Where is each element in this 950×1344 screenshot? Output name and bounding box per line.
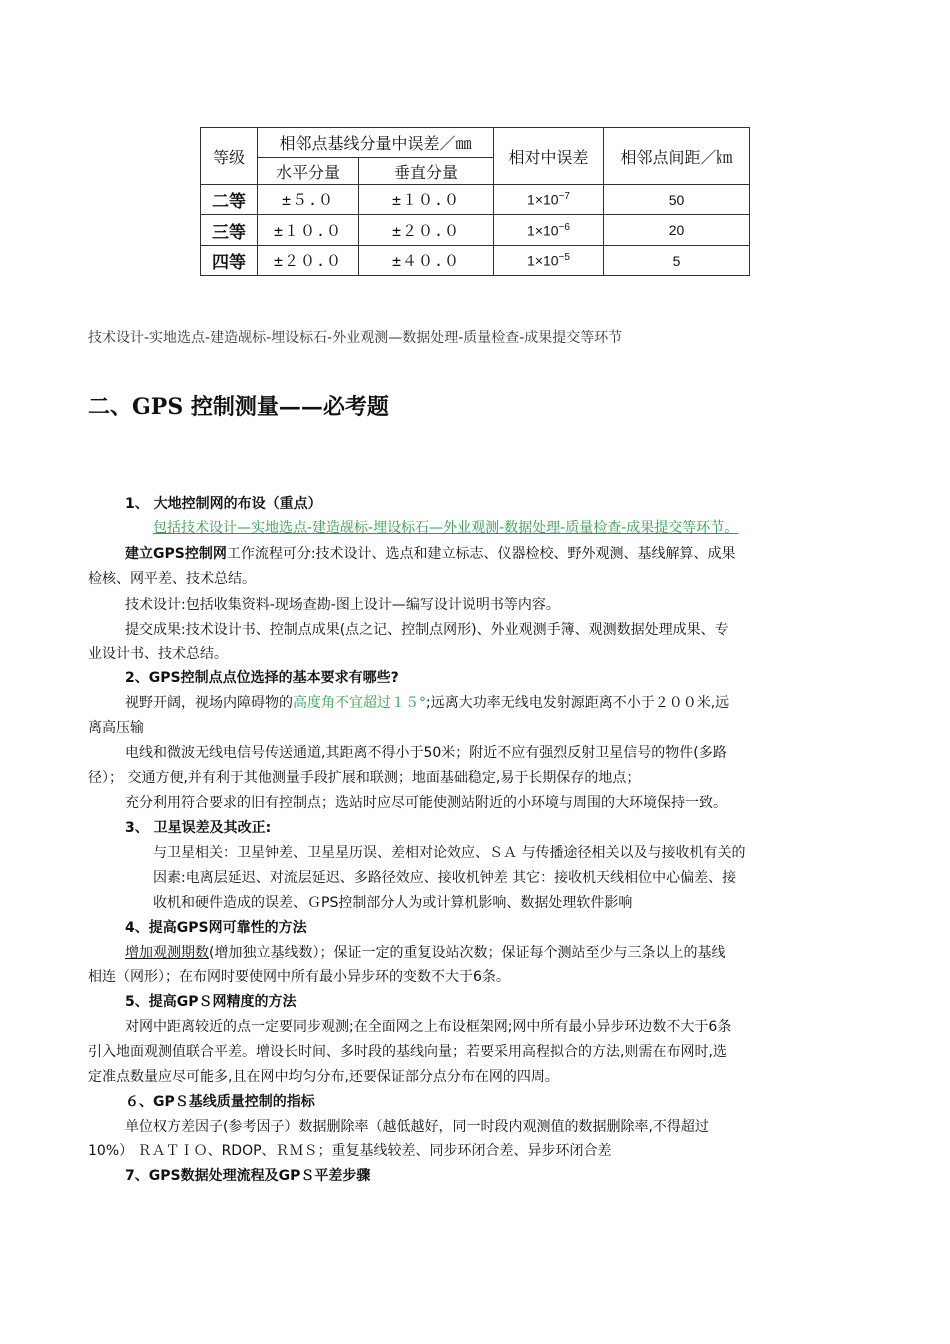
cell-grade: 四等 (201, 246, 258, 276)
cell-horizontal: ±１０.０ (258, 215, 359, 246)
cell-horizontal: ±５.０ (258, 185, 359, 215)
s2-line-4: 径）； 交通方便,并有利于其他测量手段扩展和联测；地面基础稳定,易于长期保存的地点； (88, 770, 641, 786)
s3-line-3: 收机和硬件造成的误差、ＧPS控制部分人为或计算机影响、数据处理软件影响 (153, 895, 633, 911)
s5-line-3: 定准点数量应尽可能多,且在网中均匀分布,还要保证部分点分布在网的四周。 (88, 1069, 559, 1085)
section-heading: 二、GPS 控制测量——必考题 (88, 394, 389, 420)
s2-line-3: 电线和微波无线电信号传送通道,其距离不得小于50米；附近不应有强烈反射卫星信号的物件(多路 (125, 745, 727, 761)
s6-line-2: 10%） ＲＡＴＩＯ、RDOP、ＲＭＳ；重复基线较差、同步环闭合差、异步环闭合差 (88, 1143, 612, 1159)
cell-relative-error: $1\times 10^{-7}$ (494, 185, 604, 215)
cell-horizontal: ±２０.０ (258, 246, 359, 276)
s1-paragraph-3: 提交成果:技术设计书、控制点成果(点之记、控制点网形)、外业观测手簿、观测数据处理成果、专 (125, 622, 729, 638)
s1-paragraph-3-cont: 业设计书、技术总结。 (88, 646, 228, 662)
s6-title: ６、GPＳ基线质量控制的指标 (125, 1094, 315, 1110)
s7-title: 7、GPS数据处理流程及GPＳ平差步骤 (125, 1168, 371, 1184)
s5-line-2: 引入地面观测值联合平差。增设长时间、多时段的基线向量；若要采用高程拟合的方法,则需在布网时,选 (88, 1044, 727, 1060)
header-component-error: 相邻点基线分量中误差／㎜ (258, 128, 494, 158)
accuracy-grade-table (200, 127, 750, 276)
s1-p1-rest: 工作流程可分:技术设计、选点和建立标志、仪器检校、野外观测、基线解算、成果 (226, 546, 736, 562)
table-row (201, 185, 750, 215)
s2-line-1: 视野开阔，视场内障碍物的高度角不宜超过１５°;远离大功率无线电发射源距离不小于２００米,远 (125, 695, 730, 711)
header-distance: 相邻点间距／㎞ (604, 128, 750, 185)
s5-line-1: 对网中距离较近的点一定要同步观测;在全面网之上布设框架网;网中所有最小异步环边数不大于6条 (125, 1019, 732, 1035)
s1-p1-bold: 建立GPS控制网 (125, 546, 227, 562)
cell-vertical: ±１０.０ (359, 185, 494, 215)
s2-line-5: 充分利用符合要求的旧有控制点；选站时应尽可能使测站附近的小环境与周围的大环境保持一致。 (125, 795, 727, 811)
s1-paragraph-1-cont: 检核、网平差、技术总结。 (88, 571, 256, 587)
s2-green-text: 高度角不宜超过１５° (293, 695, 426, 711)
s3-line-2: 因素:电离层延迟、对流层延迟、多路径效应、接收机钟差 其它：接收机天线相位中心偏差、接 (153, 870, 737, 886)
s4-line-1: 增加观测期数(增加独立基线数）；保证一定的重复设站次数；保证每个测站至少与三条以上的基线 (125, 945, 726, 961)
cell-grade: 三等 (201, 215, 258, 246)
s2-title: 2、GPS控制点点位选择的基本要求有哪些? (125, 670, 399, 686)
s4-underlined-text: 增加观测期数 (125, 945, 209, 961)
cell-distance: 20 (604, 215, 750, 246)
cell-vertical: ±２０.０ (359, 215, 494, 246)
table-row (201, 246, 750, 276)
cell-grade: 二等 (201, 185, 258, 215)
s1-paragraph-2: 技术设计:包括收集资料-现场查勘-图上设计—编写设计说明书等内容。 (125, 597, 560, 613)
cell-vertical: ±４０.０ (359, 246, 494, 276)
header-vertical: 垂直分量 (359, 158, 494, 185)
cell-distance: 5 (604, 246, 750, 276)
header-horizontal: 水平分量 (258, 158, 359, 185)
s2-line-2: 离高压输 (88, 720, 144, 736)
process-line: 技术设计-实地选点-建造觇标-埋设标石-外业观测—数据处理-质量检查-成果提交等环节 (88, 330, 623, 346)
s4-title: 4、提高GPS网可靠性的方法 (125, 920, 307, 936)
table-row (201, 215, 750, 246)
s4-line-2: 相连（网形）；在布网时要使网中所有最小异步环的变数不大于6条。 (88, 969, 510, 985)
header-relative-error: 相对中误差 (494, 128, 604, 185)
cell-relative-error: $1\times 10^{-6}$ (494, 215, 604, 246)
s1-green-line: 包括技术设计—实地选点-建造觇标-埋设标石—外业观测-数据处理-质量检查-成果提交等环节。 (153, 520, 739, 536)
cell-relative-error: $1\times 10^{-5}$ (494, 246, 604, 276)
s1-paragraph-1 (125, 544, 736, 564)
s6-line-1: 单位权方差因子(参考因子）数据删除率（越低越好，同一时段内观测值的数据删除率,不得超过 (125, 1119, 709, 1135)
s5-title: 5、提高GPＳ网精度的方法 (125, 994, 297, 1010)
s3-line-1: 与卫星相关：卫星钟差、卫星星历误、差相对论效应、ＳＡ 与传播途径相关以及与接收机有关的 (153, 845, 746, 861)
header-grade: 等级 (201, 128, 258, 185)
cell-distance: 50 (604, 185, 750, 215)
s3-title: 3、 卫星误差及其改正: (125, 820, 272, 836)
s1-title: 1、 大地控制网的布设（重点） (125, 496, 322, 512)
